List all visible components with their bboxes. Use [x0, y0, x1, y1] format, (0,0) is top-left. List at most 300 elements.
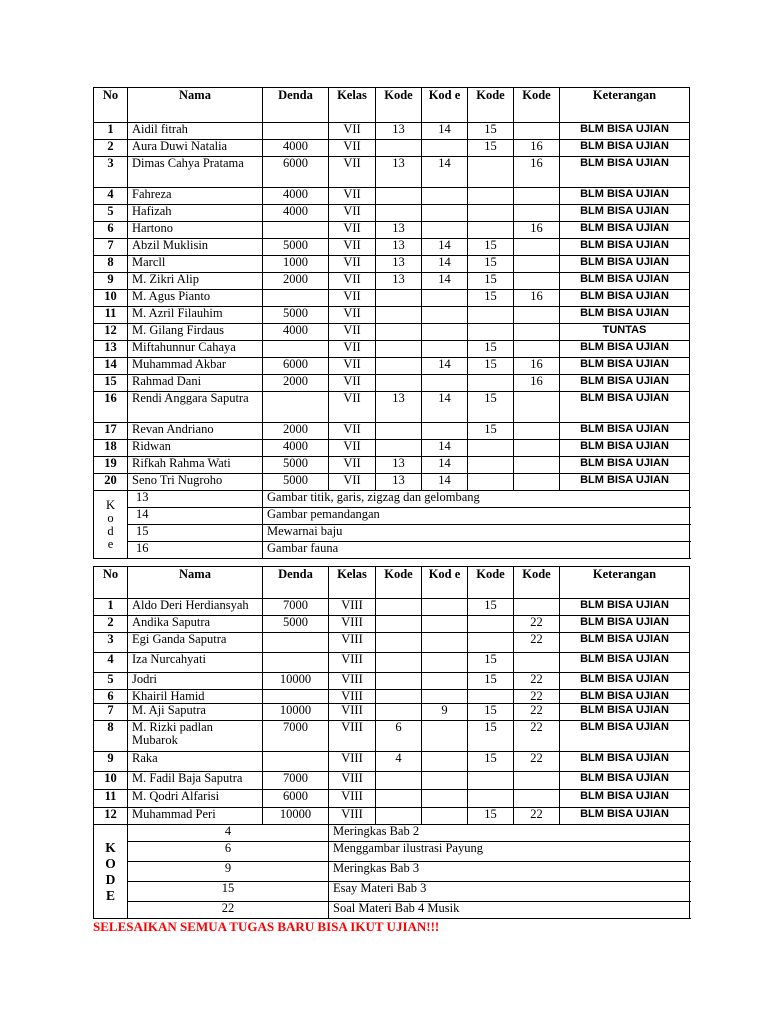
- kode-value: 13: [376, 256, 422, 273]
- kode-value: [468, 222, 514, 239]
- student-name: Raka: [128, 752, 263, 772]
- kode-value: [376, 324, 422, 341]
- student-name: Aura Duwi Natalia: [128, 140, 263, 157]
- kode-value: 15: [468, 256, 514, 273]
- table-row: [94, 653, 690, 673]
- kelas-value: VII: [329, 123, 376, 140]
- kelas-value: VII: [329, 188, 376, 205]
- row-number: 11: [94, 790, 128, 808]
- kode-value: [376, 375, 422, 392]
- denda-value: 2000: [263, 423, 329, 440]
- table-row: [94, 772, 690, 790]
- kode-value: [514, 599, 560, 616]
- table-row: [94, 721, 690, 752]
- keterangan-status: BLM BISA UJIAN: [560, 653, 690, 673]
- student-name: Seno Tri Nugroho: [128, 474, 263, 491]
- keterangan-status: BLM BISA UJIAN: [560, 341, 690, 358]
- kode-value: [468, 457, 514, 474]
- kode-legend-row: [94, 902, 690, 919]
- table-row: [94, 474, 690, 491]
- header-keterangan: Keterangan: [560, 88, 690, 123]
- kode-value: 22: [514, 721, 560, 752]
- denda-value: 7000: [263, 599, 329, 616]
- kode-value: [422, 205, 468, 222]
- table-header-row: [94, 88, 690, 123]
- table-row: [94, 690, 690, 704]
- kode-value: [422, 341, 468, 358]
- kode-value: 13: [376, 457, 422, 474]
- row-number: 3: [94, 157, 128, 188]
- kode-value: [468, 375, 514, 392]
- kode-value: 6: [376, 721, 422, 752]
- kode-legend-label: K o d e: [94, 491, 128, 559]
- kode-value: [422, 772, 468, 790]
- table-row: [94, 222, 690, 239]
- kode-legend-row: [94, 842, 690, 862]
- header-kode: Kode: [376, 567, 422, 599]
- table-row: [94, 457, 690, 474]
- kode-value: 15: [468, 123, 514, 140]
- keterangan-status: BLM BISA UJIAN: [560, 423, 690, 440]
- kode-value: 15: [468, 599, 514, 616]
- kelas-value: VII: [329, 157, 376, 188]
- kode-value: 13: [376, 474, 422, 491]
- denda-value: [263, 341, 329, 358]
- table-row: [94, 704, 690, 721]
- student-name: Muhammad Akbar: [128, 358, 263, 375]
- denda-value: 7000: [263, 772, 329, 790]
- kelas-value: VII: [329, 239, 376, 256]
- table-row: [94, 616, 690, 633]
- denda-value: 10000: [263, 673, 329, 690]
- kode-value: [514, 423, 560, 440]
- kode-value: [422, 721, 468, 752]
- kode-value: [376, 290, 422, 307]
- table-row: [94, 808, 690, 825]
- table-row: [94, 157, 690, 188]
- row-number: 12: [94, 808, 128, 825]
- kode-legend-number: 15: [128, 525, 263, 542]
- kode-value: 22: [514, 808, 560, 825]
- kode-value: [376, 616, 422, 633]
- kode-value: [422, 790, 468, 808]
- kode-value: [422, 752, 468, 772]
- denda-value: 5000: [263, 474, 329, 491]
- kode-value: 16: [514, 375, 560, 392]
- table-row: [94, 633, 690, 653]
- kode-value: [422, 423, 468, 440]
- kelas-value: VIII: [329, 616, 376, 633]
- kelas-value: VIII: [329, 599, 376, 616]
- kelas-value: VII: [329, 140, 376, 157]
- kelas-value: VII: [329, 307, 376, 324]
- kode-value: [514, 772, 560, 790]
- student-name: M. Agus Pianto: [128, 290, 263, 307]
- row-number: 10: [94, 772, 128, 790]
- header-keterangan: Keterangan: [560, 567, 690, 599]
- denda-value: [263, 123, 329, 140]
- kode-value: [514, 239, 560, 256]
- kode-value: [376, 140, 422, 157]
- kode-value: 13: [376, 239, 422, 256]
- table-row: [94, 123, 690, 140]
- row-number: 8: [94, 721, 128, 752]
- kode-legend-row: [94, 862, 690, 882]
- kode-legend-row: [94, 542, 690, 559]
- denda-value: 6000: [263, 790, 329, 808]
- kelas-value: VII: [329, 341, 376, 358]
- kode-value: [376, 673, 422, 690]
- header-kode: Kod e: [422, 567, 468, 599]
- kelas-value: VII: [329, 358, 376, 375]
- kode-value: [468, 157, 514, 188]
- kelas-value: VIII: [329, 704, 376, 721]
- denda-value: 4000: [263, 188, 329, 205]
- kode-value: 16: [514, 222, 560, 239]
- row-number: 1: [94, 123, 128, 140]
- kode-value: [468, 324, 514, 341]
- kode-value: [514, 440, 560, 457]
- kelas-value: VIII: [329, 653, 376, 673]
- kode-legend-row: [94, 491, 690, 508]
- row-number: 15: [94, 375, 128, 392]
- kode-value: 16: [514, 290, 560, 307]
- kelas-value: VIII: [329, 690, 376, 704]
- table-row: [94, 239, 690, 256]
- kode-value: 14: [422, 457, 468, 474]
- kelas-value: VIII: [329, 772, 376, 790]
- denda-value: 7000: [263, 721, 329, 752]
- kode-value: [422, 653, 468, 673]
- kode-value: [422, 808, 468, 825]
- denda-value: 2000: [263, 273, 329, 290]
- kode-value: 15: [468, 721, 514, 752]
- kode-value: 22: [514, 752, 560, 772]
- kode-value: [514, 324, 560, 341]
- header-kode: Kod e: [422, 88, 468, 123]
- denda-value: 4000: [263, 324, 329, 341]
- denda-value: 4000: [263, 440, 329, 457]
- kode-value: [514, 653, 560, 673]
- kode-value: [468, 690, 514, 704]
- kelas-value: VII: [329, 375, 376, 392]
- kode-value: 14: [422, 358, 468, 375]
- header-kode: Kode: [514, 567, 560, 599]
- student-name: M. Fadil Baja Saputra: [128, 772, 263, 790]
- kode-value: [376, 808, 422, 825]
- kode-legend-description: Mewarnai baju: [263, 525, 690, 542]
- student-name: Muhammad Peri: [128, 808, 263, 825]
- kode-legend-description: Meringkas Bab 3: [329, 862, 690, 882]
- kode-value: 16: [514, 157, 560, 188]
- kode-value: [376, 307, 422, 324]
- kode-value: [422, 633, 468, 653]
- row-number: 2: [94, 616, 128, 633]
- keterangan-status: BLM BISA UJIAN: [560, 772, 690, 790]
- student-name: Rahmad Dani: [128, 375, 263, 392]
- student-name: Rifkah Rahma Wati: [128, 457, 263, 474]
- header-kode: Kode: [468, 567, 514, 599]
- student-name: Marcll: [128, 256, 263, 273]
- header-no: No: [94, 88, 128, 123]
- student-name: M. Aji Saputra: [128, 704, 263, 721]
- student-name: Khairil Hamid: [128, 690, 263, 704]
- kode-value: 22: [514, 704, 560, 721]
- table-row: [94, 205, 690, 222]
- kode-value: 15: [468, 673, 514, 690]
- kelas-value: VII: [329, 392, 376, 423]
- keterangan-status: BLM BISA UJIAN: [560, 123, 690, 140]
- keterangan-status: TUNTAS: [560, 324, 690, 341]
- kode-value: [514, 341, 560, 358]
- kode-legend-description: Gambar fauna: [263, 542, 690, 559]
- kode-value: 22: [514, 690, 560, 704]
- kode-value: 16: [514, 140, 560, 157]
- table-row: [94, 140, 690, 157]
- header-kode: Kode: [514, 88, 560, 123]
- keterangan-status: BLM BISA UJIAN: [560, 690, 690, 704]
- student-name: Aldo Deri Herdiansyah: [128, 599, 263, 616]
- kode-value: [422, 375, 468, 392]
- row-number: 16: [94, 392, 128, 423]
- kode-value: [514, 188, 560, 205]
- kode-value: 15: [468, 290, 514, 307]
- header-kelas: Kelas: [329, 567, 376, 599]
- row-number: 1: [94, 599, 128, 616]
- student-name: Aidil fitrah: [128, 123, 263, 140]
- kode-value: [468, 188, 514, 205]
- kode-value: 14: [422, 273, 468, 290]
- kode-value: 14: [422, 474, 468, 491]
- kelas-value: VII: [329, 423, 376, 440]
- denda-value: [263, 290, 329, 307]
- kode-value: 22: [514, 633, 560, 653]
- header-no: No: [94, 567, 128, 599]
- student-table-kelas-vii: [93, 87, 690, 559]
- student-name: Abzil Muklisin: [128, 239, 263, 256]
- kode-value: 15: [468, 239, 514, 256]
- kelas-value: VII: [329, 440, 376, 457]
- student-name: M. Qodri Alfarisi: [128, 790, 263, 808]
- kode-value: 15: [468, 704, 514, 721]
- table-header-row: [94, 567, 690, 599]
- denda-value: 5000: [263, 457, 329, 474]
- kode-value: [376, 358, 422, 375]
- kode-value: [422, 599, 468, 616]
- keterangan-status: BLM BISA UJIAN: [560, 358, 690, 375]
- kode-legend-description: Esay Materi Bab 3: [329, 882, 690, 902]
- kode-legend-number: 16: [128, 542, 263, 559]
- denda-value: 5000: [263, 307, 329, 324]
- kode-legend-row: [94, 825, 690, 842]
- header-kode: Kode: [468, 88, 514, 123]
- header-kode: Kode: [376, 88, 422, 123]
- kode-value: [422, 188, 468, 205]
- kode-value: 15: [468, 752, 514, 772]
- denda-value: [263, 633, 329, 653]
- student-name: Fahreza: [128, 188, 263, 205]
- denda-value: 1000: [263, 256, 329, 273]
- kelas-value: VIII: [329, 752, 376, 772]
- kode-value: 15: [468, 140, 514, 157]
- kode-value: 13: [376, 392, 422, 423]
- kelas-value: VIII: [329, 721, 376, 752]
- kode-legend-description: Gambar titik, garis, zigzag dan gelombang: [263, 491, 690, 508]
- kode-value: [468, 307, 514, 324]
- kode-legend-description: Soal Materi Bab 4 Musik: [329, 902, 690, 919]
- kode-value: [376, 205, 422, 222]
- kode-value: [422, 616, 468, 633]
- header-nama: Nama: [128, 567, 263, 599]
- row-number: 8: [94, 256, 128, 273]
- denda-value: [263, 690, 329, 704]
- kode-value: [468, 205, 514, 222]
- kode-value: [514, 307, 560, 324]
- kode-value: 14: [422, 157, 468, 188]
- kode-value: [376, 633, 422, 653]
- header-denda: Denda: [263, 567, 329, 599]
- denda-value: 6000: [263, 157, 329, 188]
- denda-value: [263, 653, 329, 673]
- denda-value: 4000: [263, 140, 329, 157]
- kode-value: [514, 392, 560, 423]
- keterangan-status: BLM BISA UJIAN: [560, 721, 690, 752]
- kelas-value: VII: [329, 474, 376, 491]
- keterangan-status: BLM BISA UJIAN: [560, 616, 690, 633]
- keterangan-status: BLM BISA UJIAN: [560, 790, 690, 808]
- denda-value: [263, 752, 329, 772]
- table-row: [94, 752, 690, 772]
- row-number: 6: [94, 690, 128, 704]
- keterangan-status: BLM BISA UJIAN: [560, 474, 690, 491]
- denda-value: 6000: [263, 358, 329, 375]
- kode-value: 15: [468, 653, 514, 673]
- table-row: [94, 307, 690, 324]
- student-name: M. Azril Filauhim: [128, 307, 263, 324]
- keterangan-status: BLM BISA UJIAN: [560, 375, 690, 392]
- kode-value: 15: [468, 358, 514, 375]
- table-row: [94, 188, 690, 205]
- row-number: 13: [94, 341, 128, 358]
- row-number: 4: [94, 653, 128, 673]
- denda-value: 10000: [263, 704, 329, 721]
- kode-value: [422, 290, 468, 307]
- student-name: Revan Andriano: [128, 423, 263, 440]
- kode-value: 16: [514, 358, 560, 375]
- kode-value: [514, 256, 560, 273]
- keterangan-status: BLM BISA UJIAN: [560, 808, 690, 825]
- table-row: [94, 290, 690, 307]
- kelas-value: VIII: [329, 673, 376, 690]
- kelas-value: VIII: [329, 808, 376, 825]
- kode-value: [468, 474, 514, 491]
- keterangan-status: BLM BISA UJIAN: [560, 290, 690, 307]
- kode-value: [514, 474, 560, 491]
- table-row: [94, 273, 690, 290]
- student-name: Ridwan: [128, 440, 263, 457]
- kelas-value: VII: [329, 273, 376, 290]
- table-row: [94, 375, 690, 392]
- kode-value: [422, 307, 468, 324]
- keterangan-status: BLM BISA UJIAN: [560, 392, 690, 423]
- header-denda: Denda: [263, 88, 329, 123]
- kelas-value: VII: [329, 290, 376, 307]
- kode-value: [376, 188, 422, 205]
- student-name: Dimas Cahya Pratama: [128, 157, 263, 188]
- kode-value: [514, 790, 560, 808]
- kode-value: [422, 222, 468, 239]
- kode-value: 13: [376, 157, 422, 188]
- kode-legend-row: [94, 508, 690, 525]
- row-number: 3: [94, 633, 128, 653]
- kode-value: [376, 690, 422, 704]
- kode-value: 13: [376, 222, 422, 239]
- kode-legend-number: 9: [128, 862, 329, 882]
- student-name: M. Zikri Alip: [128, 273, 263, 290]
- kode-value: 15: [468, 808, 514, 825]
- student-name: M. Rizki padlan Mubarok: [128, 721, 263, 752]
- keterangan-status: BLM BISA UJIAN: [560, 188, 690, 205]
- table-row: [94, 392, 690, 423]
- kelas-value: VII: [329, 324, 376, 341]
- kelas-value: VII: [329, 222, 376, 239]
- keterangan-status: BLM BISA UJIAN: [560, 704, 690, 721]
- student-name: Egi Ganda Saputra: [128, 633, 263, 653]
- kode-value: [376, 704, 422, 721]
- row-number: 6: [94, 222, 128, 239]
- kode-legend-number: 15: [128, 882, 329, 902]
- row-number: 10: [94, 290, 128, 307]
- kelas-value: VIII: [329, 790, 376, 808]
- kelas-value: VIII: [329, 633, 376, 653]
- keterangan-status: BLM BISA UJIAN: [560, 205, 690, 222]
- row-number: 12: [94, 324, 128, 341]
- denda-value: 10000: [263, 808, 329, 825]
- table-row: [94, 790, 690, 808]
- student-name: Jodri: [128, 673, 263, 690]
- kode-legend-description: Meringkas Bab 2: [329, 825, 690, 842]
- kode-value: 15: [468, 273, 514, 290]
- keterangan-status: BLM BISA UJIAN: [560, 457, 690, 474]
- table-row: [94, 440, 690, 457]
- denda-value: 2000: [263, 375, 329, 392]
- table-row: [94, 673, 690, 690]
- header-nama: Nama: [128, 88, 263, 123]
- kode-legend-row: [94, 525, 690, 542]
- row-number: 5: [94, 205, 128, 222]
- row-number: 14: [94, 358, 128, 375]
- kode-legend-description: Gambar pemandangan: [263, 508, 690, 525]
- kode-legend-description: Menggambar ilustrasi Payung: [329, 842, 690, 862]
- kode-value: 13: [376, 273, 422, 290]
- kode-value: [376, 599, 422, 616]
- kode-value: [514, 457, 560, 474]
- kode-value: 14: [422, 256, 468, 273]
- keterangan-status: BLM BISA UJIAN: [560, 239, 690, 256]
- kode-legend-number: 4: [128, 825, 329, 842]
- kode-value: [376, 653, 422, 673]
- keterangan-status: BLM BISA UJIAN: [560, 673, 690, 690]
- kode-legend-number: 22: [128, 902, 329, 919]
- kode-value: [422, 324, 468, 341]
- kode-value: [422, 690, 468, 704]
- kode-value: 22: [514, 616, 560, 633]
- kode-value: 15: [468, 423, 514, 440]
- row-number: 4: [94, 188, 128, 205]
- denda-value: [263, 392, 329, 423]
- student-name: Hafizah: [128, 205, 263, 222]
- kode-value: [468, 633, 514, 653]
